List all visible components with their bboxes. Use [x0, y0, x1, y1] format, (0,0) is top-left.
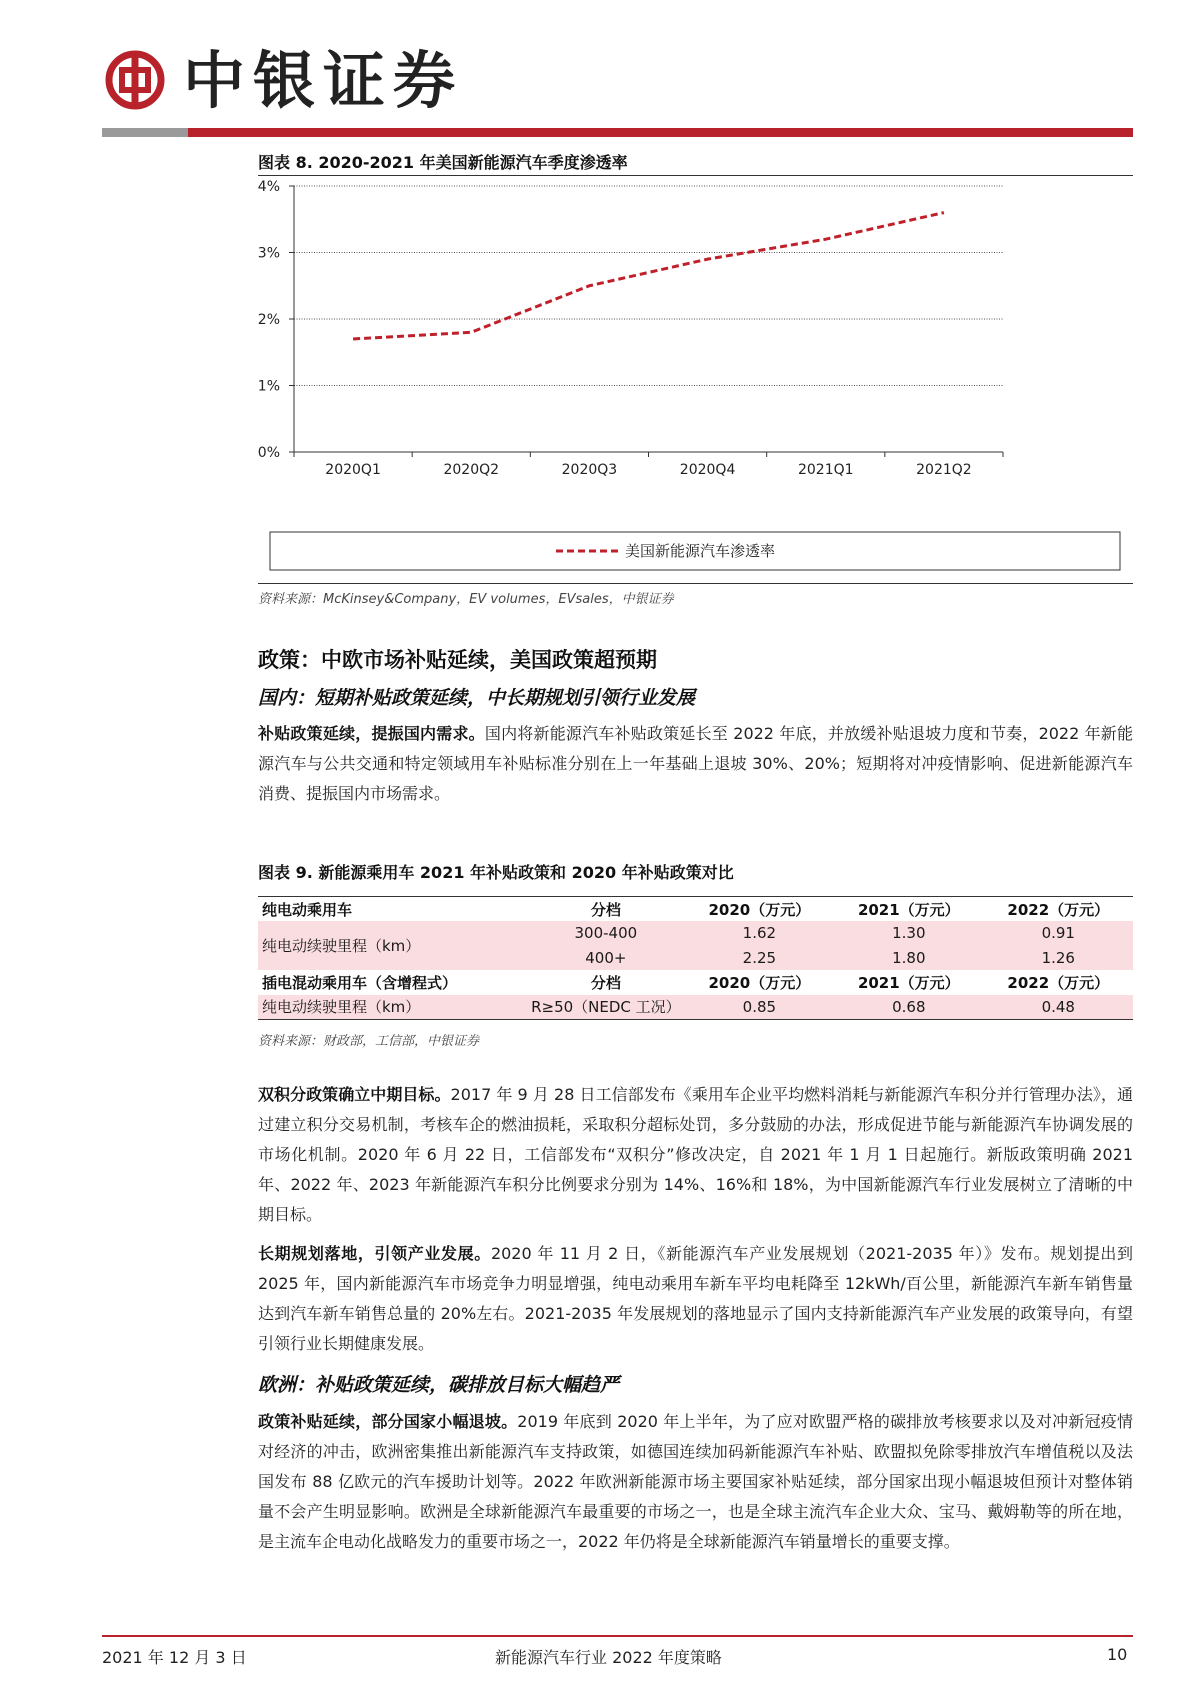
- paragraph-europe: [258, 1407, 1133, 1557]
- paragraph-europe-lead: 政策补贴延续，部分国家小幅退坡。: [258, 1412, 518, 1431]
- figure8-bottom-rule: [258, 583, 1133, 584]
- figure9-title: 图表 9. 新能源乘用车 2021 年补贴政策和 2020 年补贴政策对比: [258, 863, 734, 882]
- bank-of-china-logo: [105, 50, 165, 110]
- table-row: 纯电动续驶里程（km） 300-400 1.62 1.30 0.91: [258, 921, 1133, 946]
- header-rule-red: [188, 128, 1133, 137]
- legend-label: 美国新能源汽车渗透率: [625, 542, 776, 560]
- paragraph-dual-credit-text: 2017 年 9 月 28 日工信部发布《乘用车企业平均燃料消耗与新能源汽车积分并行管理办法》，通过建立积分交易机制，考核车企的燃油损耗，采取积分超标处罚，多分鼓励的办法，形成促进节能与新能源汽车协调发展的市场化机制。2020 年 6 月 22 日，工信部发布“双积分”修改决定，自 2021 年 1 月 1 日起施行。新版政策明确 2021 年、2022 年、2023 年新能源汽车积分比例要求分别为 14%、16%和 18%，为中国新能源汽车行业发展树立了清晰的中期目标。: [258, 1085, 1133, 1224]
- figure8-title-rule: [258, 175, 1133, 176]
- paragraph-long-term-plan: [258, 1239, 1133, 1359]
- x-tick-label: 2021Q1: [797, 462, 854, 478]
- figure8-source: 资料来源：McKinsey&Company，EV volumes，EVsales，中银证券: [258, 592, 674, 607]
- table-header-phev: 插电混动乘用车（含增程式） 分档 2020（万元） 2021（万元） 2022（万元）: [262, 973, 1110, 992]
- y-tick-label: 3%: [258, 245, 280, 262]
- paragraph-dual-credit-lead: 双积分政策确立中期目标。: [258, 1085, 451, 1104]
- page-number: 10: [1107, 1645, 1128, 1664]
- footer-title: 新能源汽车行业 2022 年度策略: [495, 1648, 722, 1667]
- x-tick-label: 2020Q1: [325, 462, 381, 478]
- table-row: 400+ 2.25 1.80 1.26: [258, 946, 1133, 971]
- paragraph-subsidy-lead: 补贴政策延续，提振国内需求。: [258, 724, 485, 743]
- footer-date: 2021 年 12 月 3 日: [102, 1648, 247, 1667]
- y-tick-label: 0%: [258, 445, 280, 461]
- paragraph-subsidy: [258, 719, 1133, 809]
- paragraph-dual-credit: [258, 1080, 1133, 1230]
- paragraph-subsidy-text: 国内将新能源汽车补贴政策延长至 2022 年底，并放缓补贴退坡力度和节奏，2022 年新能源汽车与公共交通和特定领域用车补贴标准分别在上一年基础上退坡 30%、20%；短期将对冲疫情影响、促进新能源汽车消费、提振国内市场需求。: [258, 724, 1133, 803]
- figure8-title: 图表 8. 2020-2021 年美国新能源汽车季度渗透率: [258, 153, 628, 172]
- table-header-bev: 纯电动乘用车 分档 2020（万元） 2021（万元） 2022（万元）: [258, 897, 1133, 922]
- table-row: 纯电动续驶里程（km） R≥50（NEDC 工况） 0.85 0.68 0.48: [258, 995, 1133, 1020]
- paragraph-long-term-plan-text: 2020 年 11 月 2 日，《新能源汽车产业发展规划（2021-2035 年）》发布。规划提出到 2025 年，国内新能源汽车市场竞争力明显增强，纯电动乘用车新车平均电耗降至 12kWh/百公里，新能源汽车新车销售量达到汽车新车销售总量的 20%左右。2021-2035 年发展规划的落地显示了国内支持新能源汽车产业发展的政策导向，有望引领行业长期健康发展。: [258, 1244, 1133, 1353]
- subheading-domestic: 国内：短期补贴政策延续，中长期规划引领行业发展: [258, 687, 696, 709]
- section-heading: 政策：中欧市场补贴延续，美国政策超预期: [258, 648, 657, 672]
- y-tick-label: 4%: [258, 180, 280, 195]
- footer-rule: [102, 1635, 1133, 1637]
- x-tick-label: 2020Q2: [443, 462, 500, 478]
- subsidy-comparison-table: [258, 896, 1133, 1020]
- penetration-line-chart: [258, 180, 1133, 580]
- y-tick-label: 1%: [258, 378, 280, 395]
- brand-name: 中银证券: [183, 44, 464, 117]
- x-tick-label: 2021Q2: [916, 462, 972, 478]
- x-tick-label: 2020Q4: [679, 462, 736, 478]
- y-tick-label: 2%: [258, 312, 280, 328]
- subheading-europe: 欧洲：补贴政策延续，碳排放目标大幅趋严: [258, 1374, 620, 1396]
- series-line-penetration: [353, 213, 944, 339]
- paragraph-long-term-plan-lead: 长期规划落地，引领产业发展。: [258, 1244, 491, 1263]
- x-tick-label: 2020Q3: [561, 462, 618, 478]
- figure9-source: 资料来源：财政部，工信部，中银证券: [258, 1034, 480, 1049]
- header-rule-gray: [102, 128, 188, 137]
- paragraph-europe-text: 2019 年底到 2020 年上半年，为了应对欧盟严格的碳排放考核要求以及对冲新冠疫情对经济的冲击，欧洲密集推出新能源汽车支持政策，如德国连续加码新能源汽车补贴、欧盟拟免除零排放汽车增值税以及法国发布 88 亿欧元的汽车援助计划等。2022 年欧洲新能源市场主要国家补贴延续，部分国家出现小幅退坡但预计对整体销量不会产生明显影响。欧洲是全球新能源汽车最重要的市场之一，也是全球主流汽车企业大众、宝马、戴姆勒等的所在地，是主流车企电动化战略发力的重要市场之一，2022 年仍将是全球新能源汽车销量增长的重要支撑。: [258, 1412, 1133, 1551]
